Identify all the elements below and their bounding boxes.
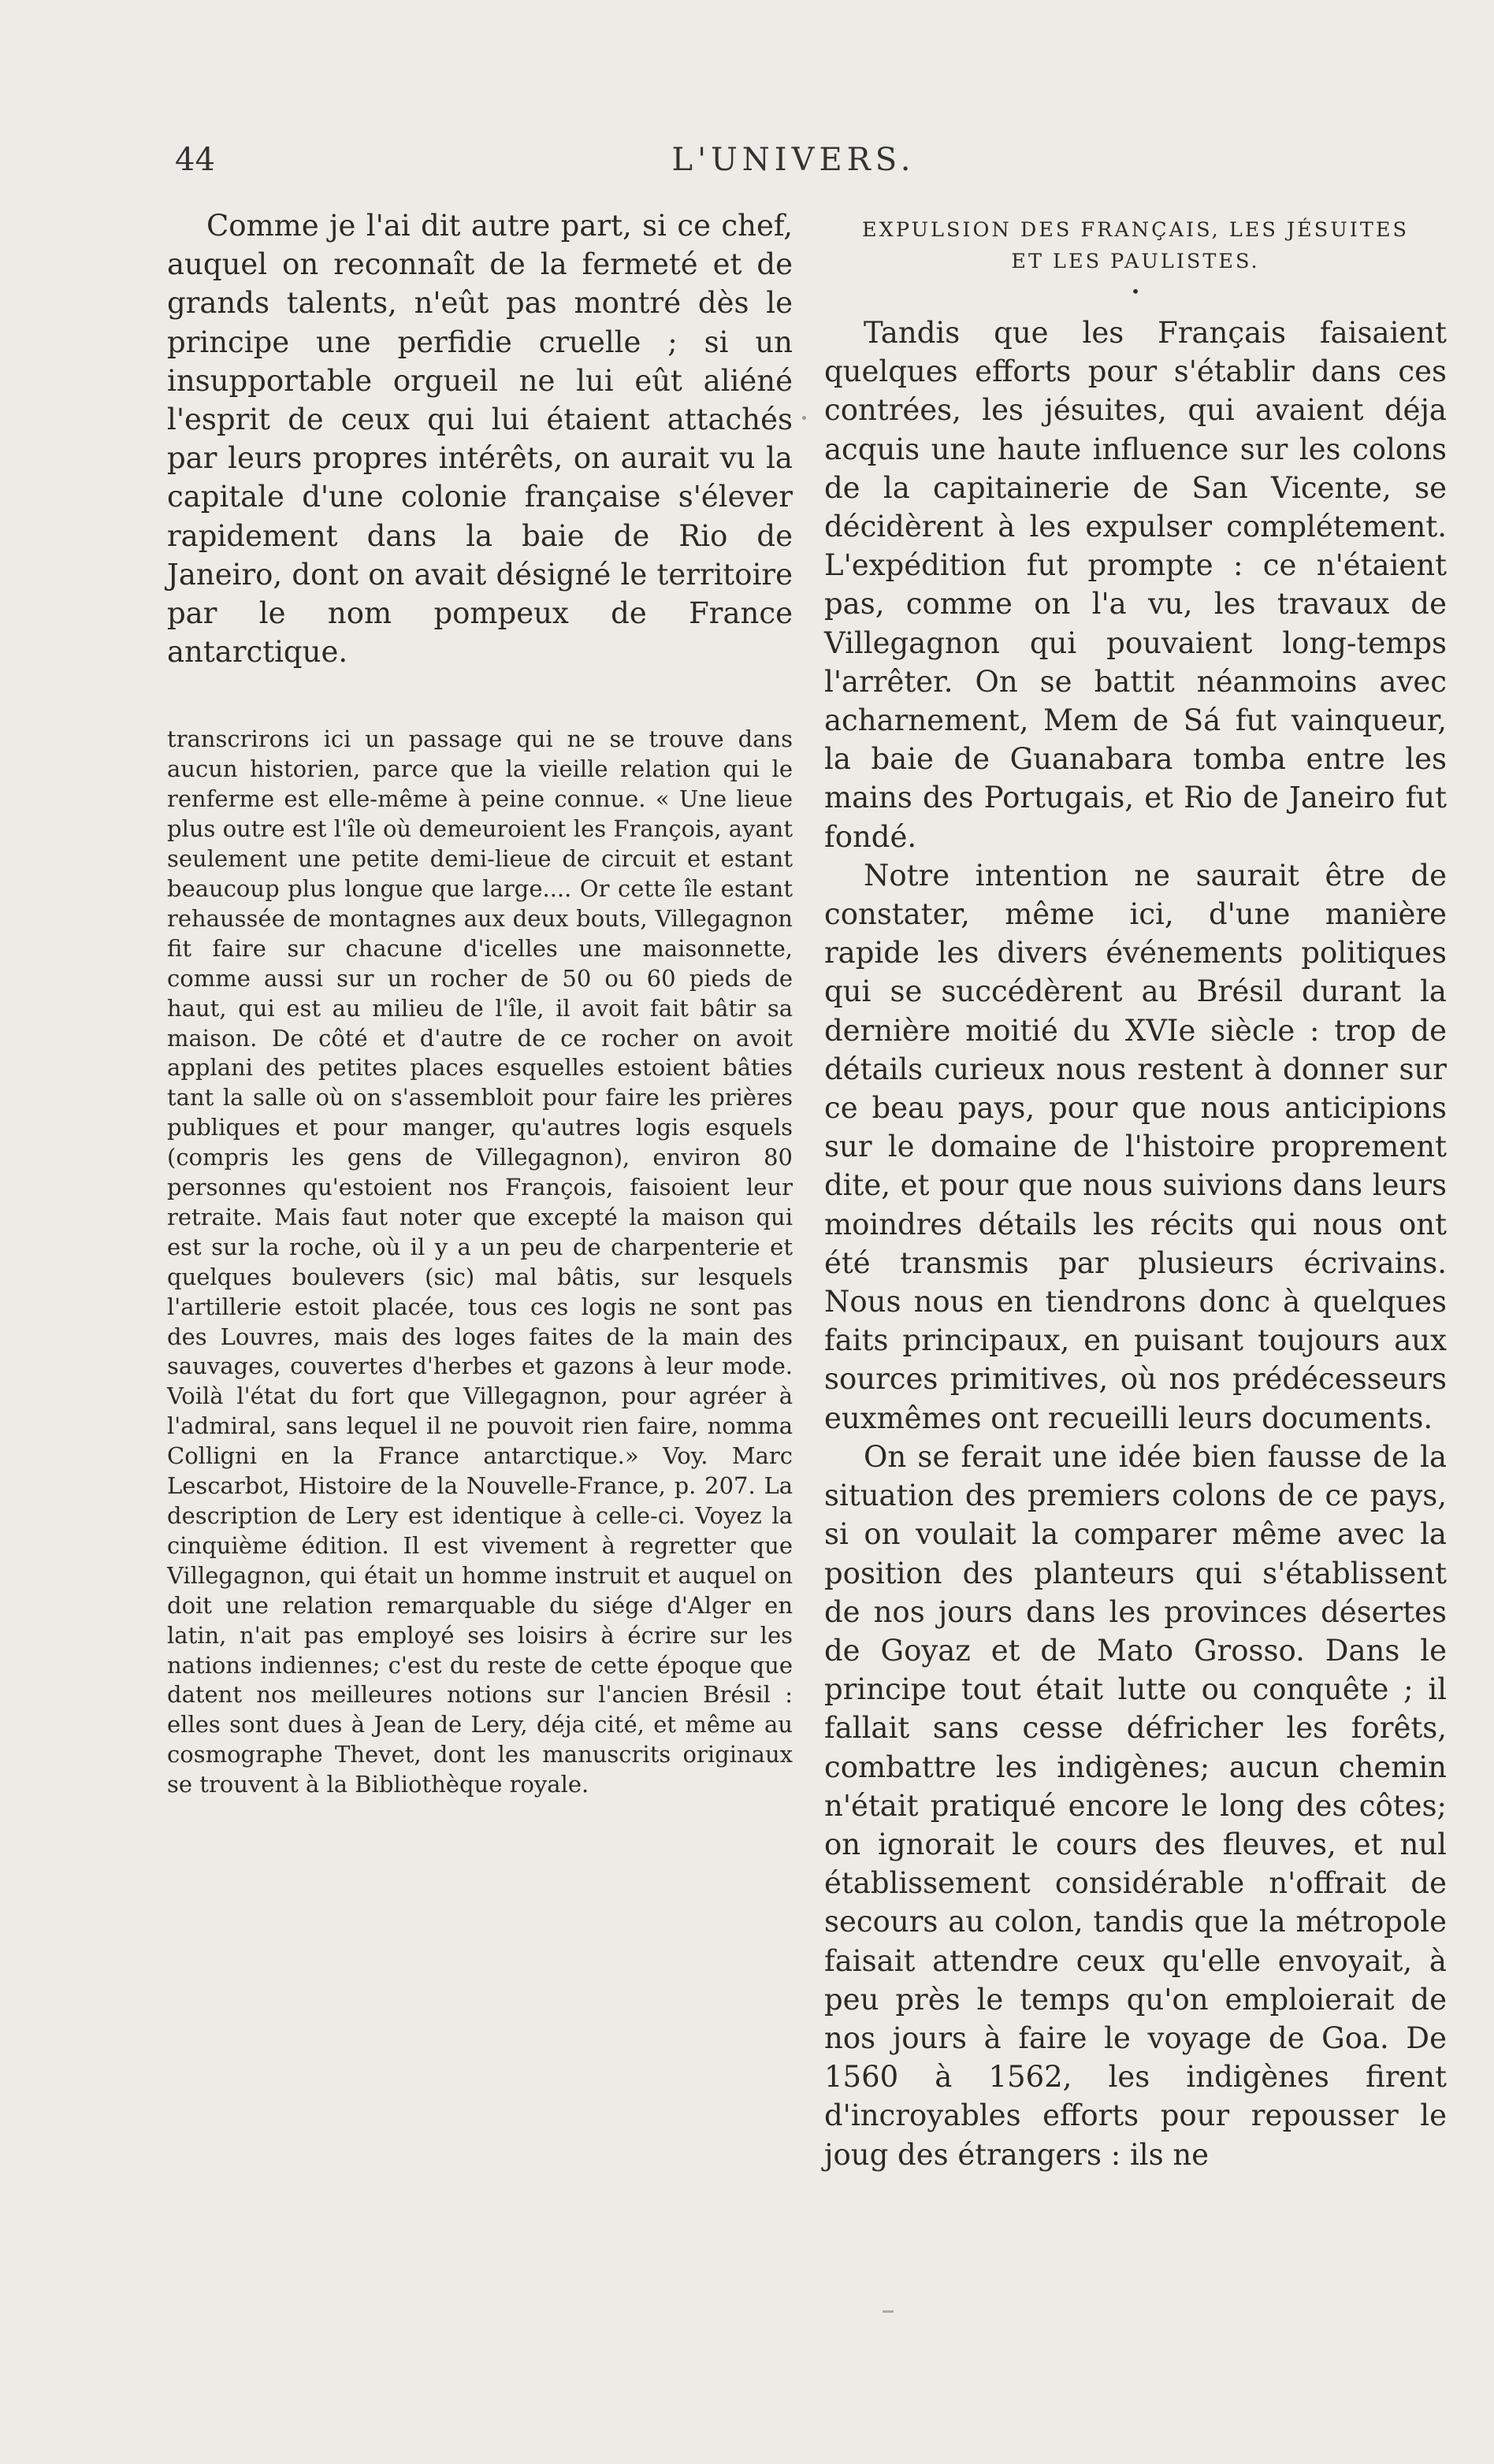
left-column: [167, 206, 793, 1800]
page-header: [175, 140, 1412, 180]
main-paragraph: Notre intention ne saurait être de constater, même ici, d'une manière rapide les divers événements politiques qui se succédèrent au Brésil durant la dernière moitié du XVIe siècle : trop de détails curieux nous restent à donner sur ce beau pays, pour que nous anticipions sur le domaine de l'histoire proprement dite, et pour que nous suivions dans leurs moindres détails les récits qui nous ont été transmis par plusieurs écrivains. Nous nous en tiendrons donc à quelques faits principaux, en puisant toujours aux sources primitives, où nos prédécesseurs euxmêmes ont recueilli leurs documents.: [824, 858, 1447, 1435]
running-title: L'UNIVERS.: [671, 142, 916, 178]
section-heading: [824, 214, 1447, 277]
main-paragraph: Comme je l'ai dit autre part, si ce chef, auquel on reconnaît de la fermeté et de grands talents, n'eût pas montré dès le principe une perfidie cruelle ; si un insupportable orgueil ne lui eût aliéné l'esprit de ceux qui lui étaient attachés par leurs propres intérêts, on aurait vu la capitale d'une colonie française s'élever rapidement dans la baie de Rio de Janeiro, dont on avait désigné le territoire par le nom pompeux de France antarctique.: [167, 209, 793, 670]
section-heading-line: ET LES PAULISTES.: [1011, 250, 1260, 273]
page-number: 44: [175, 142, 215, 178]
footnote-text: transcrirons ici un passage qui ne se trouve dans aucun historien, parce que la vieille relation qui le renferme est elle-même à peine connue. « Une lieue plus outre est l'île où demeuroient les François, ayant seulement une petite demi-lieue de circuit et estant beaucoup plus longue que large.... Or cette île estant rehaussée de montagnes aux deux bouts, Villegagnon fit faire sur chacune d'icelles une maisonnette, comme aussi sur un rocher de 50 ou 60 pieds de haut, qui est au milieu de l'île, il avoit fait bâtir sa maison. De côté et d'autre de ce rocher on avoit applani des petites places esquelles estoient bâties tant la salle où on s'assembloit pour faire les prières publiques et pour manger, qu'autres logis esquels (compris les gens de Villegagnon), environ 80 personnes qu'estoient nos François, faisoient leur retraite. Mais faut noter que excepté la maison qui est sur la roche, où il y a un peu de charpenterie et quelques boulevers (sic) mal bâtis, sur lesquels l'artillerie estoit placée, tous ces logis ne sont pas des Louvres, mais des loges faites de la main des sauvages, couvertes d'herbes et gazons à leur mode. Voilà l'état du fort que Villegagnon, pour agréer à l'admiral, sans lequel il ne pouvoit rien faire, nomma Colligni en la France antarctique.» Voy. Marc Lescarbot, Histoire de la Nouvelle-France, p. 207. La description de Lery est identique à celle-ci. Voyez la cinquième édition. Il est vivement à regretter que Villegagnon, qui était un homme instruit et auquel on doit une relation remarquable du siége d'Alger en latin, n'ait pas employé ses loisirs à écrire sur les nations indiennes; c'est du reste de cette époque que datent nos meilleures notions sur l'ancien Brésil : elles sont dues à Jean de Lery, déja cité, et même au cosmographe Thevet, dont les manuscrits originaux se trouvent à la Bibliothèque royale.: [167, 725, 793, 1798]
main-paragraph: Tandis que les Français faisaient quelques efforts pour s'établir dans ces contrées, les jésuites, qui avaient déja acquis une haute influence sur les colons de la capitainerie de San Vicente, se décidèrent à les expulser complétement. L'expédition fut prompte : ce n'étaient pas, comme on l'a vu, les travaux de Villegagnon qui pouvaient long-temps l'arrêter. On se battit néanmoins avec acharnement, Mem de Sá fut vainqueur, la baie de Guanabara tomba entre les mains des Portugais, et Rio de Janeiro fut fondé.: [824, 316, 1447, 854]
section-heading-line: EXPULSION DES FRANÇAIS, LES JÉSUITES: [862, 218, 1409, 242]
stray-mark: [883, 2310, 894, 2313]
gutter-mark: [802, 416, 806, 420]
main-paragraph: On se ferait une idée bien fausse de la situation des premiers colons de ce pays, si on voulait la comparer même avec la position des planteurs qui s'établissent de nos jours dans les provinces désertes de Goyaz et de Mato Grosso. Dans le principe tout était lutte ou conquête ; il fallait sans cesse défricher les forêts, combattre les indigènes; aucun chemin n'était pratiqué encore le long des côtes; on ignorait le cours des fleuves, et nul établissement considérable n'offrait de secours au colon, tandis que la métropole faisait attendre ceux qu'elle envoyait, à peu près le temps qu'on emploierait de nos jours à faire le voyage de Goa. De 1560 à 1562, les indigènes firent d'incroyables efforts pour repousser le joug des étrangers : ils ne: [824, 1439, 1447, 2172]
ornament: •: [1131, 282, 1140, 301]
right-column: [824, 206, 1447, 2174]
